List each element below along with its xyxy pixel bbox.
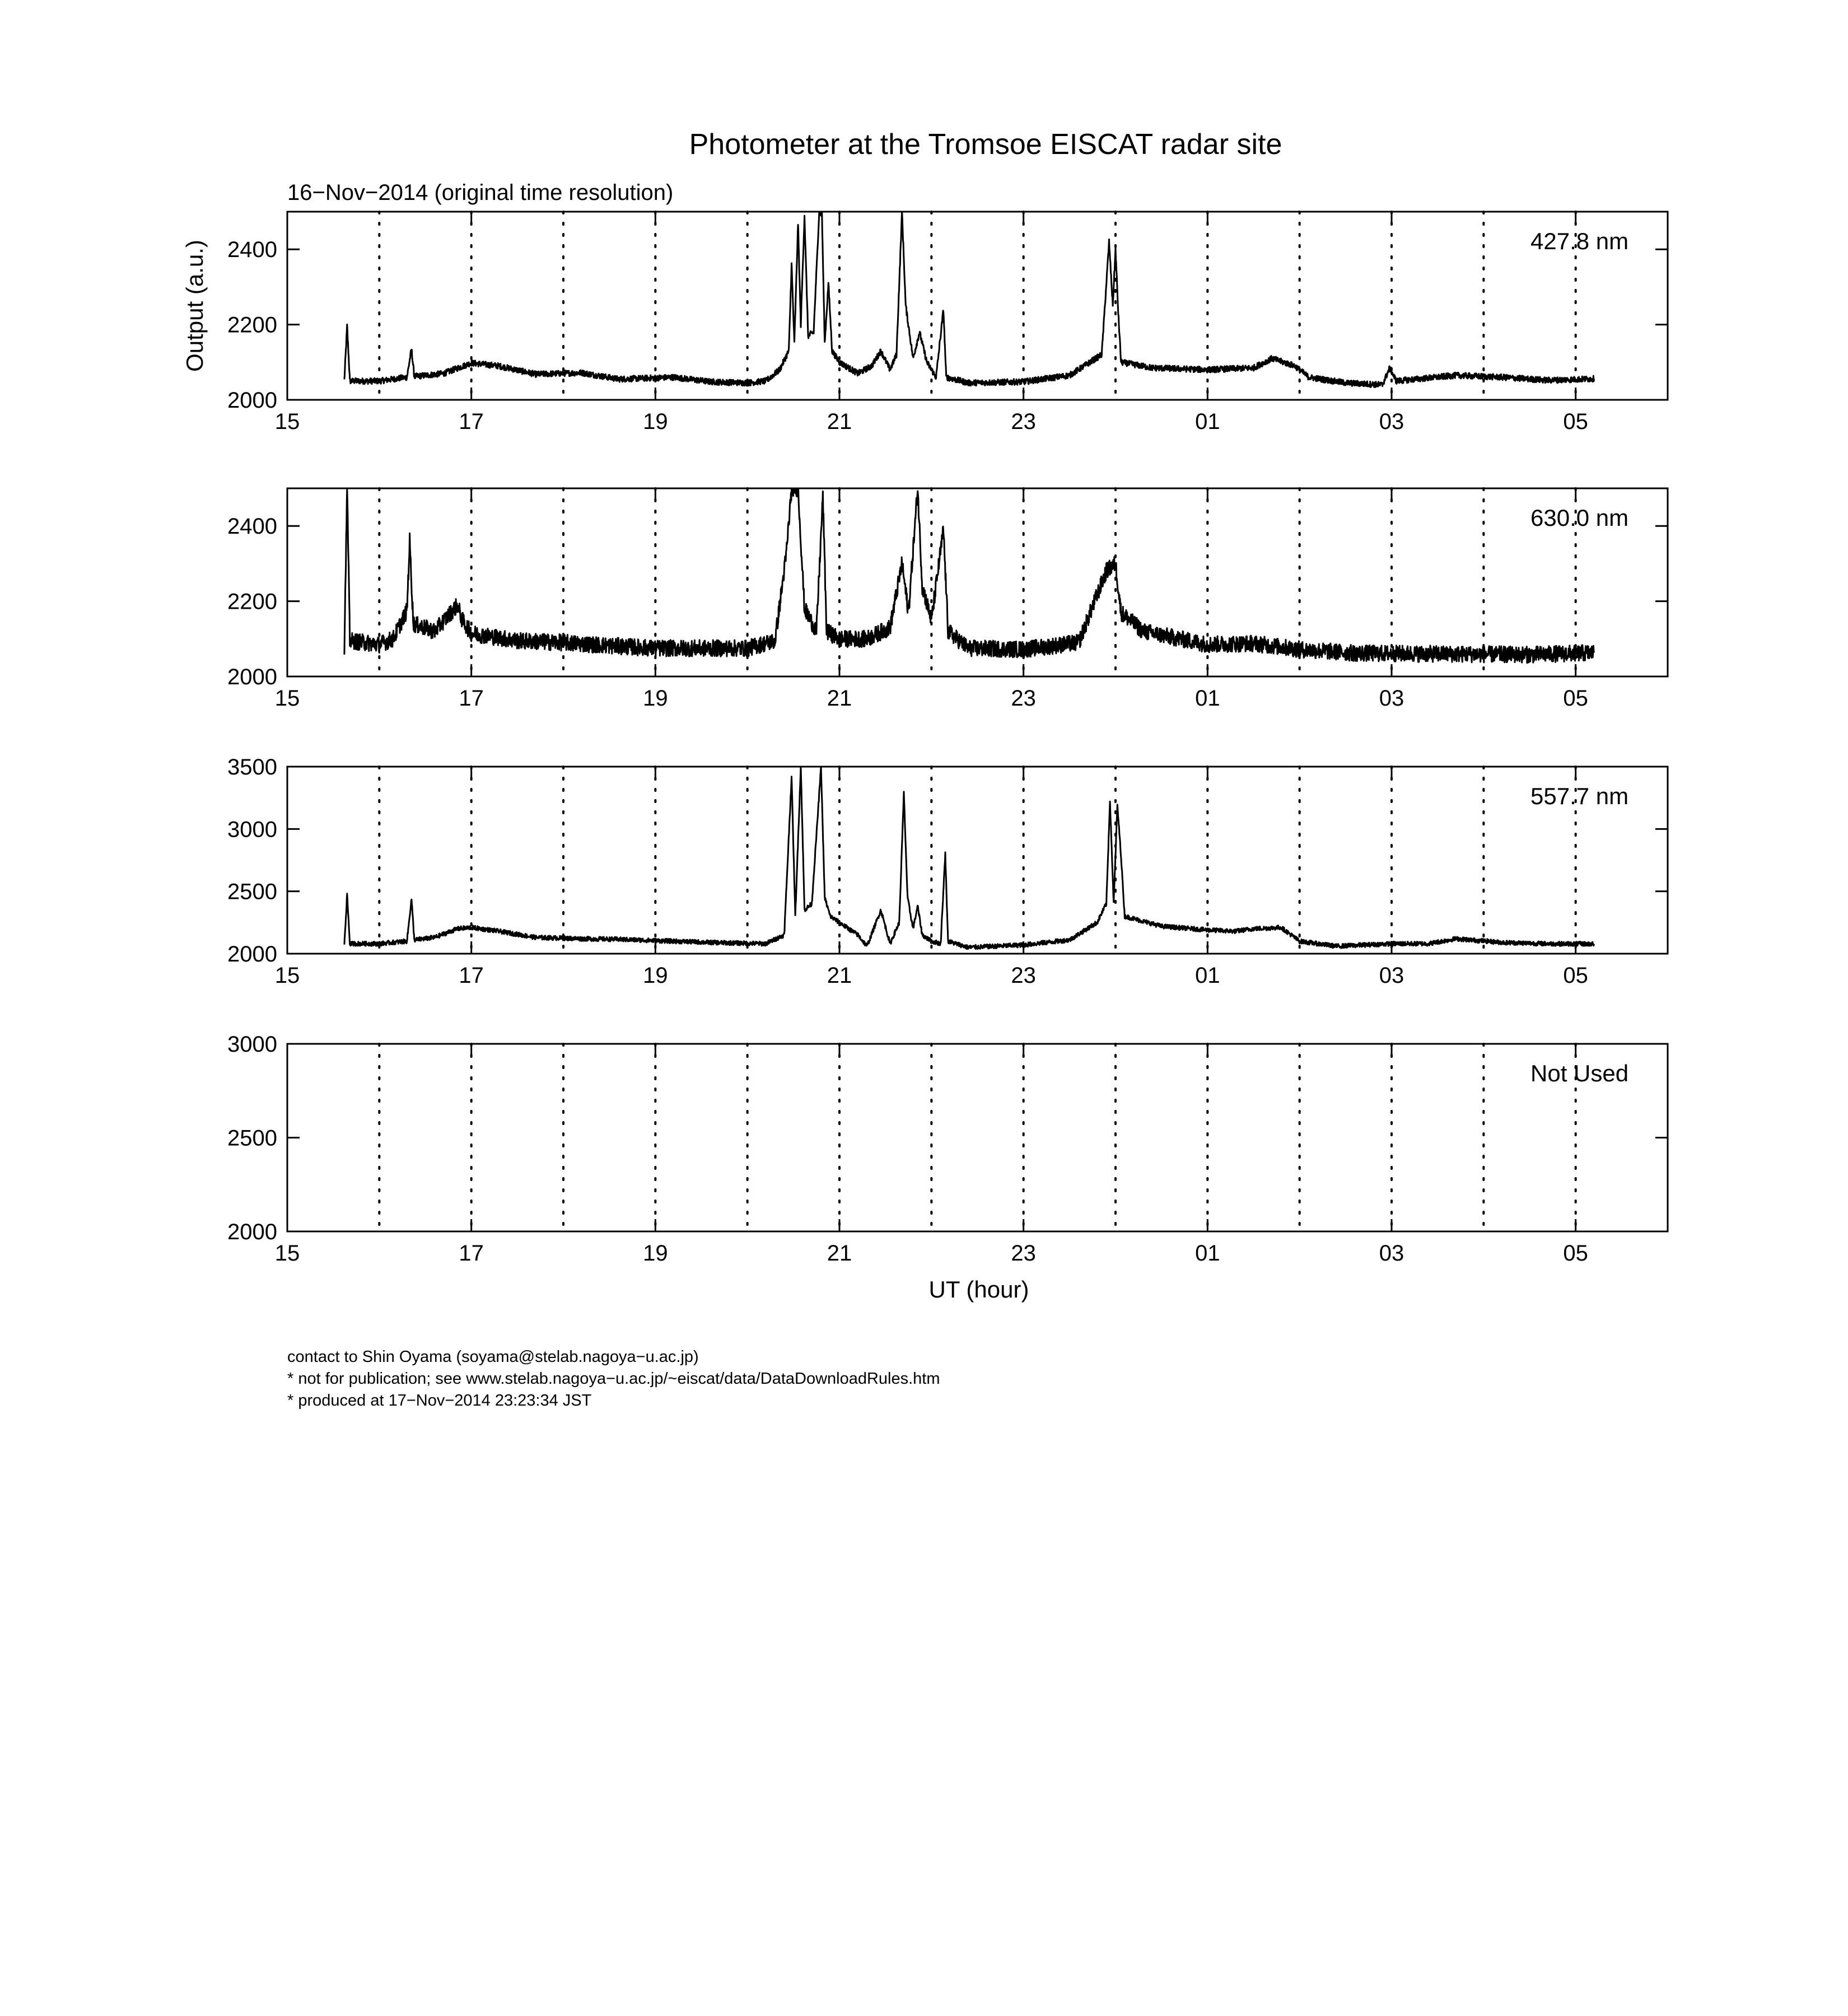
panel-3 [227, 755, 1668, 988]
y-tick-label: 2500 [227, 1126, 277, 1151]
panel-2 [227, 488, 1668, 711]
x-tick-label: 01 [1195, 686, 1220, 711]
y-tick-label: 2400 [227, 514, 277, 539]
x-tick-label: 05 [1563, 686, 1588, 711]
x-tick-label: 03 [1379, 1241, 1404, 1266]
y-tick-label: 2500 [227, 879, 277, 904]
x-tick-label: 23 [1011, 686, 1036, 711]
x-tick-label: 19 [643, 1241, 668, 1266]
x-tick-label: 01 [1195, 409, 1220, 434]
y-tick-label: 2400 [227, 237, 277, 263]
chart-subtitle: 16−Nov−2014 (original time resolution) [287, 180, 674, 205]
y-axis-label: Output (a.u.) [181, 240, 208, 372]
axes-box [287, 212, 1668, 400]
x-tick-label: 03 [1379, 686, 1404, 711]
x-tick-label: 19 [643, 686, 668, 711]
y-tick-label: 2000 [227, 1220, 277, 1244]
axes-box [287, 767, 1668, 954]
x-tick-label: 19 [643, 409, 668, 434]
panel-wavelength-label: Not Used [1530, 1060, 1629, 1086]
x-tick-label: 05 [1563, 409, 1588, 434]
panel-4 [227, 1032, 1668, 1266]
x-tick-label: 15 [274, 1241, 300, 1266]
x-tick-label: 21 [827, 1241, 852, 1266]
y-tick-label: 2200 [227, 312, 277, 338]
x-tick-label: 19 [643, 963, 668, 988]
x-tick-label: 01 [1195, 1241, 1220, 1266]
x-tick-label: 17 [459, 409, 484, 434]
y-tick-label: 2000 [227, 942, 277, 967]
y-tick-label: 2000 [227, 388, 277, 413]
y-tick-label: 3000 [227, 817, 277, 842]
x-tick-label: 15 [274, 409, 300, 434]
y-tick-label: 2200 [227, 589, 277, 614]
x-tick-label: 15 [274, 686, 300, 711]
chart-title: Photometer at the Tromsoe EISCAT radar site [689, 128, 1282, 161]
series-line [344, 488, 1594, 663]
x-tick-label: 17 [459, 1241, 484, 1266]
footer-produced-at: * produced at 17−Nov−2014 23:23:34 JST [287, 1392, 592, 1410]
x-tick-label: 17 [459, 963, 484, 988]
x-tick-label: 21 [827, 963, 852, 988]
x-tick-label: 01 [1195, 963, 1220, 988]
y-tick-label: 3500 [227, 755, 277, 780]
panel-1 [227, 212, 1668, 434]
y-tick-label: 2000 [227, 665, 277, 689]
axes-box [287, 1044, 1668, 1231]
series-line [344, 767, 1594, 949]
x-tick-label: 03 [1379, 963, 1404, 988]
x-tick-label: 05 [1563, 963, 1588, 988]
x-tick-label: 21 [827, 686, 852, 711]
x-tick-label: 03 [1379, 409, 1404, 434]
x-tick-label: 23 [1011, 963, 1036, 988]
series-line [344, 212, 1594, 388]
x-axis-label: UT (hour) [928, 1276, 1029, 1303]
x-tick-label: 17 [459, 686, 484, 711]
panel-wavelength-label: 630.0 nm [1530, 505, 1629, 531]
panel-wavelength-label: 427.8 nm [1530, 228, 1629, 254]
x-tick-label: 21 [827, 409, 852, 434]
x-tick-label: 23 [1011, 1241, 1036, 1266]
x-tick-label: 05 [1563, 1241, 1588, 1266]
panel-wavelength-label: 557.7 nm [1530, 783, 1629, 809]
footer-publication-note: * not for publication; see www.stelab.nagoya−u.ac.jp/~eiscat/data/DataDownloadRules.htm [287, 1370, 940, 1388]
y-tick-label: 3000 [227, 1032, 277, 1057]
x-tick-label: 15 [274, 963, 300, 988]
x-tick-label: 23 [1011, 409, 1036, 434]
footer-contact: contact to Shin Oyama (soyama@stelab.nagoya−u.ac.jp) [287, 1348, 699, 1366]
footer-notes [287, 1346, 940, 1412]
